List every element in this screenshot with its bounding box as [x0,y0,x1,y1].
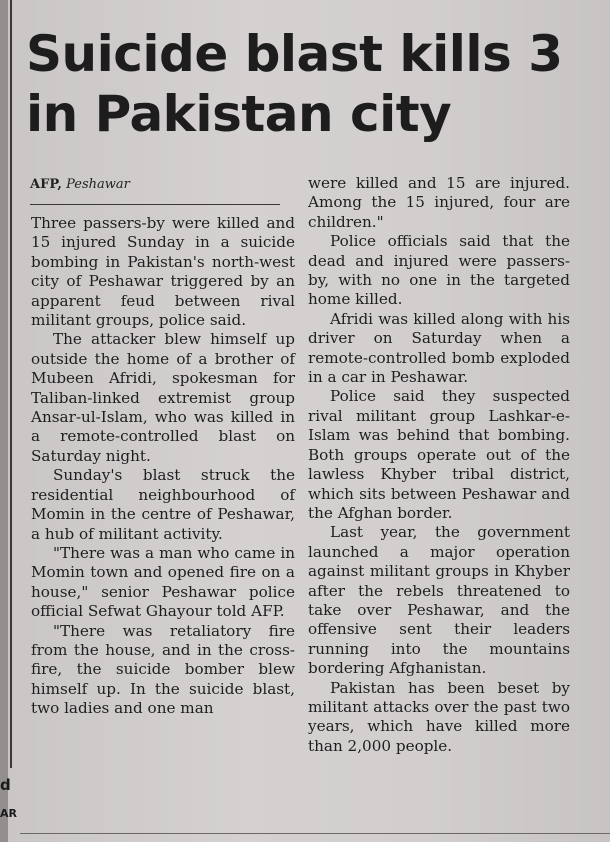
column-divider [10,0,12,768]
paragraph: were killed and 15 are injured. Among the 15 injured, four are children." [308,174,570,231]
article-column-2 [308,174,570,756]
bottom-rule [20,833,610,834]
paragraph: Pakistan has been beset by militant attacks over the past two years, which have killed more than 2,000 people. [308,678,570,755]
paragraph: "There was a man who came in Momin town and opened fire on a house," senior Peshawar police official Sefwat Ghayour told AFP. [31,543,295,621]
byline-city: Peshawar [66,177,130,192]
paragraph: Police said they suspected rival militant group Lashkar-e-Islam was behind that bombing. Both groups operate out of the lawless Khyber tribal district, which sits between Peshawar and the Afghan border. [308,387,570,522]
paragraph: The attacker blew himself up outside the home of a brother of Mubeen Afridi, spokesman for Taliban-linked extremist group Ansar-ul-Islam, who was killed in a remote-controlled blast on Saturday night. [31,330,295,465]
paragraph: Three passers-by were killed and 15 injured Sunday in a suicide bombing in Pakistan's north-west city of Peshawar triggered by an apparent feud between rival militant groups, police said. [31,214,295,330]
paragraph: Afridi was killed along with his driver on Saturday when a remote-controlled bomb exploded in a car in Peshawar. [308,309,570,387]
left-edge-shadow [0,0,8,842]
article-column-1 [31,214,295,719]
paragraph: Last year, the government launched a major operation against militant groups in Khyber after the rebels threatened to take over Peshawar, and the offensive sent their leaders running into the mountains bordering Afghanistan. [308,523,570,678]
paragraph: Police officials said that the dead and injured were passers-by, with no one in the targeted home killed. [308,232,570,309]
byline [30,177,130,192]
byline-agency: AFP, [30,177,62,192]
paragraph: "There was retaliatory fire from the house, and in the cross-fire, the suicide bomber blew himself up. In the suicide blast, two ladies and one man [31,621,295,718]
paragraph: Sunday's blast struck the residential neighbourhood of Momin in the centre of Peshawar, a hub of militant activity. [31,466,295,543]
headline: Suicide blast kills 3 in Pakistan city [26,25,563,143]
left-column-fragment: AR [0,807,17,820]
byline-rule [30,204,280,205]
left-column-fragment: d [0,776,11,794]
